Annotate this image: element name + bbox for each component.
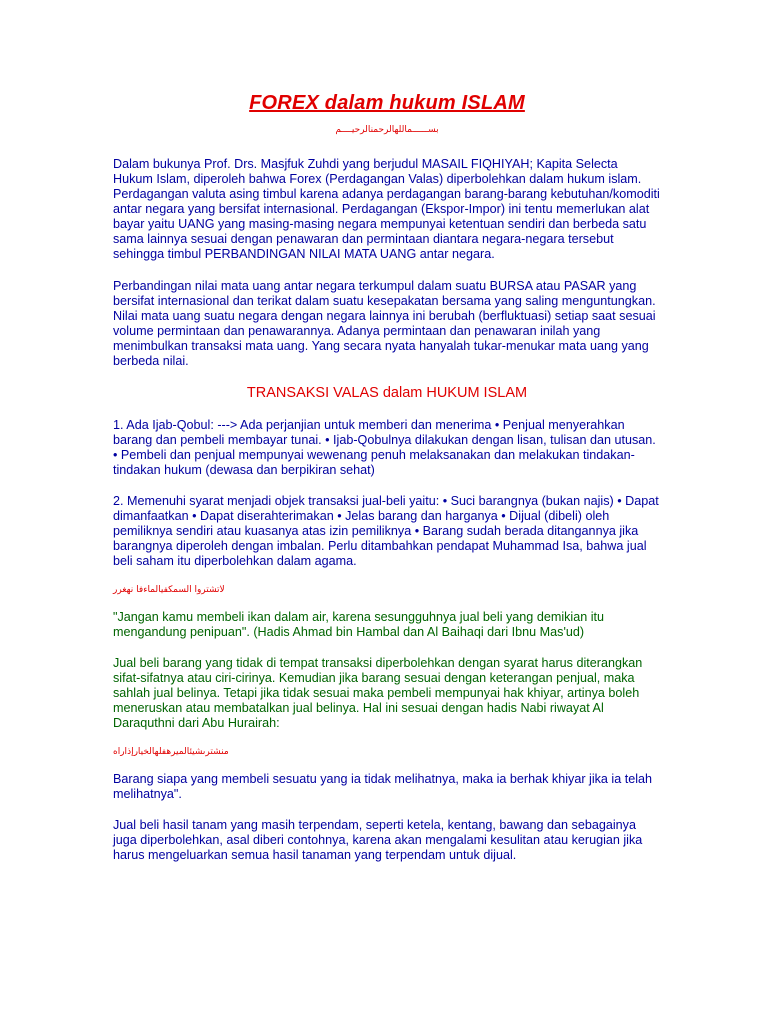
section-heading: TRANSAKSI VALAS dalam HUKUM ISLAM: [246, 385, 528, 401]
hadith-arabic-2: منشترىشيئالميرهفلهالخيارإذاراه: [113, 747, 229, 757]
hadith-arabic-1: لاتشتروا السمكفيالماءفا نهغرر: [113, 585, 225, 595]
conditional-paragraph: Jual beli barang yang tidak di tempat transaksi diperbolehkan dengan syarat harus diterangkan sifat-sifatnya atau ciri-cirinya. Kemudian jika barang sesuai dengan keterangan penjual, maka sahlah jual belinya. Tetapi jika tidak sesuai maka pembeli mempunyai hak khiyar, artinya boleh meneruskan atau membatalkan jual belinya. Hal ini sesuai dengan hadis Nabi riwayat Al Daraquthni dari Abu Hurairah:: [113, 656, 643, 730]
basmalah-arabic: بســــــماللهالرحمنالرحيــــم: [335, 125, 439, 135]
section-paragraph-2: 2. Memenuhi syarat menjadi objek transaksi jual-beli yaitu: • Suci barangnya (bukan najis) • Dapat dimanfaatkan • Dapat diserahterimakan • Jelas barang dan harganya • Dijual (dibeli) oleh pemiliknya sendiri atau kuasanya atas izin pemiliknya • Barang sudah berada ditangannya jika barangnya diperoleh dengan imbalan. Perlu ditambahkan pendapat Muhammad Isa, bahwa jual beli saham itu diperbolehkan dalam agama.: [113, 494, 659, 568]
document-page: [113, 92, 661, 879]
intro-paragraph-2: Perbandingan nilai mata uang antar negara terkumpul dalam suatu BURSA atau PASAR yang bersifat internasional dan terikat dalam suatu kesepakatan bersama yang saling menguntungkan. Nilai mata uang suatu negara dengan negara lainnya ini berubah (berfluktuasi) setiap saat sesuai volume permintaan dan penawarannya. Adanya permintaan dan penawaran inilah yang menimbulkan transaksi mata uang. Yang secara nyata hanyalah tukar-menukar mata uang yang berbeda nilai.: [113, 279, 656, 368]
section-paragraph-1: 1. Ada Ijab-Qobul: ---> Ada perjanjian untuk memberi dan menerima • Penjual menyerahkan barang dan pembeli membayar tunai. • Ijab-Qobulnya dilakukan dengan lisan, tulisan dan utusan. • Pembeli dan penjual mempunyai wewenang penuh melaksanakan dan melakukan tindakan-tindakan hukum (dewasa dan berpikiran sehat): [113, 418, 656, 477]
hadith-quote: "Jangan kamu membeli ikan dalam air, karena sesungguhnya jual beli yang demikian itu mengandung penipuan". (Hadis Ahmad bin Hambal dan Al Baihaqi dari Ibnu Mas'ud): [113, 610, 605, 639]
document-title: FOREX dalam hukum ISLAM: [249, 92, 525, 114]
final-paragraph: Jual beli hasil tanam yang masih terpendam, seperti ketela, kentang, bawang dan sebagainya juga diperbolehkan, asal diberi contohnya, karena akan mengalami kesulitan atau kerugian jika harus mengeluarkan semua hasil tanaman yang terpendam untuk dijual.: [113, 818, 643, 862]
intro-paragraph-1: Dalam bukunya Prof. Drs. Masjfuk Zuhdi yang berjudul MASAIL FIQHIYAH; Kapita Selecta Hukum Islam, diperoleh bahwa Forex (Perdagangan Valas) diperbolehkan dalam hukum islam. Perdagangan valuta asing timbul karena adanya perdagangan barang-barang kebutuhan/komoditi antar negara yang bersifat internasional. Perdagangan (Ekspor-Impor) ini tentu memerlukan alat bayar yaitu UANG yang masing-masing negara mempunyai ketentuan sendiri dan berbeda satu sama lainnya sesuai dengan penawaran dan permintaan diantara negara-negara tersebut sehingga timbul PERBANDINGAN NILAI MATA UANG antar negara.: [113, 157, 660, 261]
khiyar-paragraph: Barang siapa yang membeli sesuatu yang ia tidak melihatnya, maka ia berhak khiyar jika ia telah melihatnya".: [113, 772, 653, 801]
